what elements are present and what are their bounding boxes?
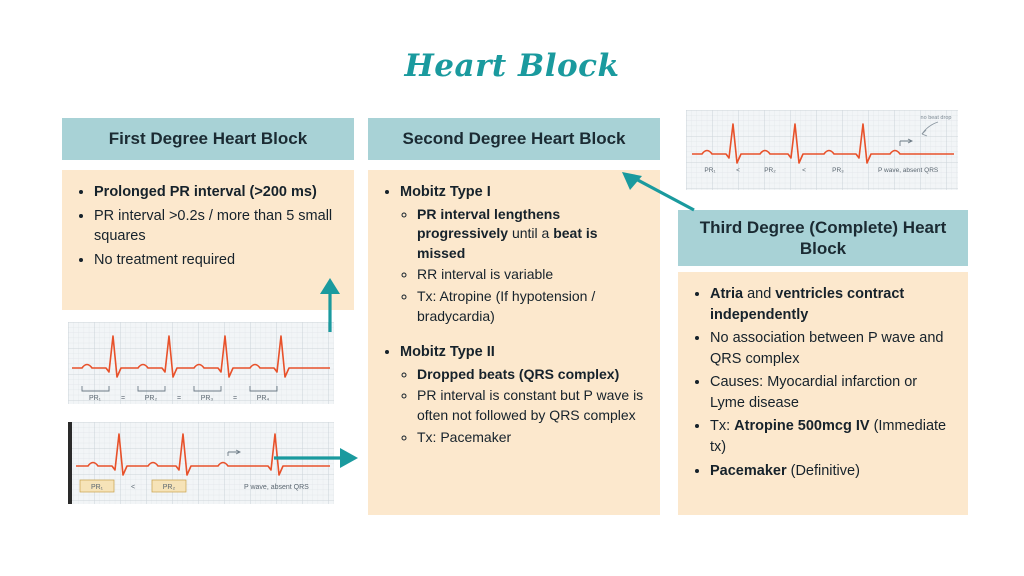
- list-item: • Atria and ventricles contract independently: [710, 284, 954, 325]
- card-body-first-degree: [62, 170, 354, 310]
- card-header-third-degree: Third Degree (Complete) Heart Block: [678, 210, 968, 266]
- card-body-second-degree: [368, 170, 660, 515]
- ecg-label: =: [232, 395, 238, 402]
- ecg-strip-first-degree: [68, 322, 334, 404]
- list-item: [400, 182, 646, 326]
- arrow-first-degree: [312, 272, 362, 334]
- ecg-label: PR₂: [144, 395, 158, 402]
- ecg-label: PR₁: [704, 167, 716, 174]
- ecg-label: PR₄: [256, 395, 270, 402]
- list-item: • No association between P wave and QRS complex: [710, 328, 954, 369]
- ecg-label: PR₃: [200, 395, 214, 402]
- ecg-label: PR₂: [162, 484, 176, 491]
- card-header-first-degree: First Degree Heart Block: [62, 118, 354, 160]
- ecg-waveform: [68, 322, 334, 404]
- list-item: • Tx: Atropine 500mcg IV (Immediate tx): [710, 416, 954, 457]
- list-item: • Prolonged PR interval (>200 ms): [94, 182, 340, 203]
- page-title: Heart Block: [404, 48, 620, 84]
- list-item: ◦ PR interval lengthens progressively until a beat is missed: [417, 205, 646, 264]
- ecg-note: P wave, absent QRS: [878, 167, 939, 174]
- list-item: ◦ PR interval is constant but P wave is often not followed by QRS complex: [417, 386, 646, 425]
- card-body-third-degree: [678, 272, 968, 515]
- ecg-label: PR₂: [764, 167, 776, 174]
- ecg-label: PR₁: [90, 484, 104, 491]
- ecg-waveform: [686, 110, 958, 190]
- list-item: ◦ Tx: Atropine (If hypotension / bradycardia): [417, 287, 646, 326]
- list-item: • Causes: Myocardial infarction or Lyme disease: [710, 372, 954, 413]
- sub-list: [400, 365, 646, 447]
- list-item: ◦ Tx: Pacemaker: [417, 428, 646, 448]
- ecg-label: <: [130, 484, 136, 491]
- ecg-label: PR₁: [88, 395, 102, 402]
- ecg-label: PR₃: [832, 167, 844, 174]
- list-item: • Pacemaker (Definitive): [710, 461, 954, 482]
- ecg-label: =: [120, 395, 126, 402]
- list-item: • PR interval >0.2s / more than 5 small squares: [94, 206, 340, 247]
- ecg-label: <: [736, 167, 740, 174]
- bullet-list-first-degree: [76, 182, 340, 270]
- bullet-list-third-degree: [692, 284, 954, 481]
- list-item-label: Mobitz Type II: [400, 344, 495, 361]
- list-item: • No treatment required: [94, 250, 340, 271]
- sub-list: [400, 205, 646, 327]
- card-header-second-degree: Second Degree Heart Block: [368, 118, 660, 160]
- ecg-annotation: no beat drop: [920, 115, 952, 121]
- ecg-label: <: [802, 167, 806, 174]
- bullet-list-second-degree: [382, 182, 646, 447]
- list-item: ◦ Dropped beats (QRS complex): [417, 365, 646, 385]
- ecg-note: P wave, absent QRS: [244, 484, 309, 491]
- list-item-label: Mobitz Type I: [400, 184, 491, 200]
- arrow-mobitz-ii: [272, 440, 364, 476]
- list-item: ◦ RR interval is variable: [417, 265, 646, 285]
- ecg-label: =: [176, 395, 182, 402]
- arrow-third-degree: [616, 168, 700, 212]
- list-item: [400, 342, 646, 447]
- ecg-strip-third-degree: [686, 110, 958, 190]
